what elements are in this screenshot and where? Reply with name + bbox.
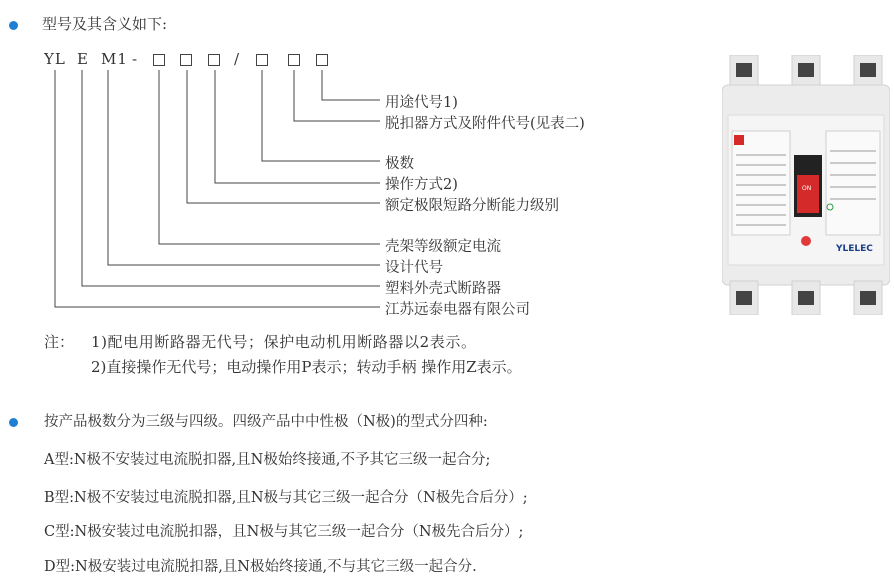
connector-line-9 (55, 70, 380, 307)
code-part-yl: YL (44, 50, 66, 68)
model-heading: 型号及其含义如下: (42, 15, 168, 33)
label-release-code: 脱扣器方式及附件代号(见表二) (385, 116, 585, 132)
poles-intro: 按产品极数分为三级与四级。四级产品中中性极（N极)的型式分四种: (44, 414, 488, 430)
connector-line-6 (159, 70, 380, 244)
label-poles: 极数 (385, 156, 414, 172)
label-company: 江苏远泰电器有限公司 (385, 302, 530, 318)
connector-line-7 (108, 70, 380, 265)
pole-type-a: A型:N极不安装过电流脱扣器,且N极始终接通,不予其它三级一起合分; (44, 452, 491, 468)
handle-on-label: ON (802, 185, 812, 192)
connector-line-3 (262, 70, 380, 161)
connector-line-2 (294, 70, 380, 121)
label-breaking-level: 额定极限短路分断能力级别 (385, 198, 559, 214)
note-1: 1)配电用断路器无代号；保护电动机用断路器以2表示。 (91, 333, 477, 351)
code-slash: / (234, 50, 241, 68)
circuit-breaker-image (722, 55, 890, 315)
label-design-code: 设计代号 (385, 260, 443, 276)
label-operation: 操作方式2) (385, 177, 458, 193)
label-breaker-type: 塑料外壳式断路器 (385, 281, 501, 297)
pole-type-b: B型:N极不安装过电流脱扣器,且N极与其它三级一起合分（N极先合后分）; (44, 490, 528, 506)
note-2: 2)直接操作无代号；电动操作用P表示；转动手柄 操作用Z表示。 (91, 358, 522, 376)
pole-type-d: D型:N极安装过电流脱扣器,且N极始终接通,不与其它三级一起合分. (44, 559, 477, 575)
code-part-m1: M1 (101, 50, 128, 68)
connector-line-1 (322, 70, 380, 100)
code-part-e: E (77, 50, 89, 68)
connector-line-4 (215, 70, 380, 183)
connector-line-8 (82, 70, 380, 286)
notes-prefix: 注： (44, 333, 75, 351)
label-frame-current: 壳架等级额定电流 (385, 239, 501, 255)
bullet-poles (9, 418, 18, 427)
pole-type-c: C型:N极安装过电流脱扣器，且N极与其它三级一起合分（N极先合后分）; (44, 524, 524, 540)
breaker-brand: YLELEC (836, 244, 873, 254)
label-usage-code: 用途代号1) (385, 95, 458, 111)
code-dash: - (132, 50, 139, 68)
